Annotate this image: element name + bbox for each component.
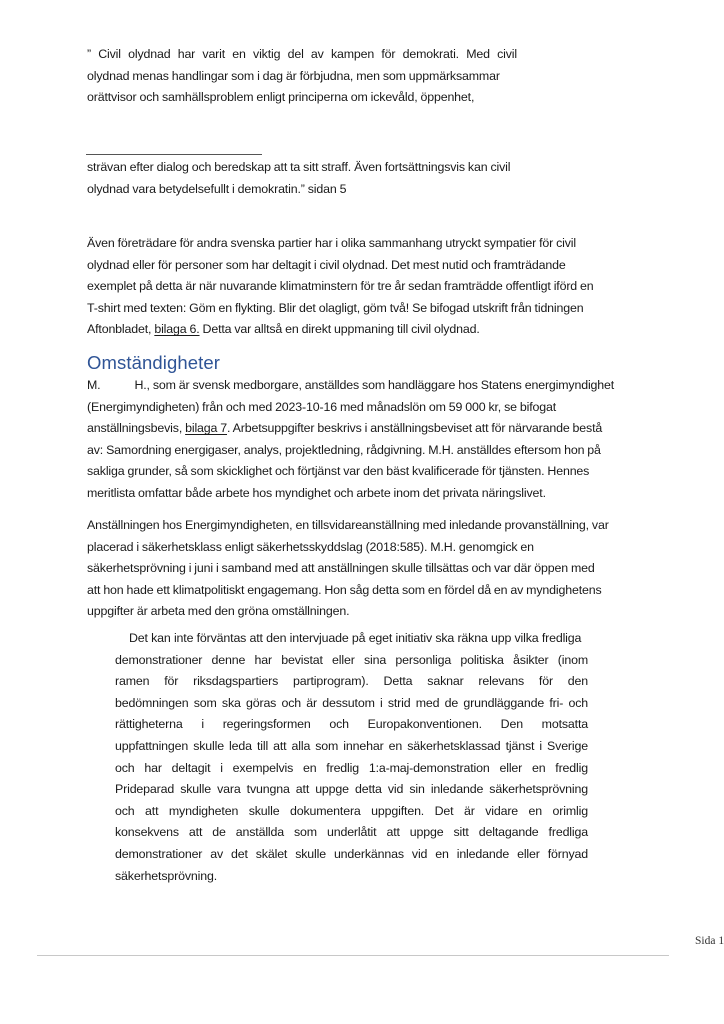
text-line: konsekvens att de anställda som underlåtit att uppge sitt deltagande fredliga — [115, 825, 588, 840]
indented-block-quote — [115, 628, 588, 887]
text-line: Även företrädare för andra svenska partier har i olika sammanhang utryckt sympatier för civil — [87, 236, 577, 250]
text-line: rättigheterna i regeringsformen och Europakonventionen. Den motsatta — [115, 717, 588, 732]
text-line: säkerhetsprövning. — [115, 868, 217, 883]
text-line: olydnad menas handlingar som i dag är förbjudna, men som uppmärksammar — [87, 68, 500, 83]
parties-paragraph — [87, 233, 594, 341]
text-line: demonstrationer av det skälet skulle underkännas vid en inledande eller förnyad — [115, 846, 588, 861]
text-line — [87, 375, 614, 397]
text-line: olydnad vara betydelsefullt i demokratin.” sidan 5 — [87, 181, 347, 196]
text-line — [87, 418, 614, 440]
text-line: demonstrationer denne har bevistat eller sina personliga politiska åsikter (inom — [115, 652, 588, 667]
text-line — [87, 319, 594, 341]
employment-paragraph — [87, 515, 609, 623]
text-line: Prideparad skulle vara tvungna att uppge detta vid sin inledande säkerhetsprövning — [115, 782, 588, 797]
text-line: strävan efter dialog och beredskap att ta sitt straff. Även fortsättningsvis kan civil — [87, 160, 511, 174]
text-line: av: Samordning energigaser, analys, projektledning, rådgivning. M.H. anställdes eftersom hon på — [87, 442, 601, 457]
text-line: (Energimyndigheten) från och med 2023-10-16 med månadslön om 59 000 kr, se bifogat — [87, 399, 556, 414]
text-line: sakliga grunder, så som skicklighet och förtjänst var den bäst kvalificerade för tjänsten. Hennes — [87, 464, 590, 479]
text-line: olydnad eller för personer som har deltagit i civil olydnad. Det mest nutid och framträdande — [87, 257, 566, 272]
text-line: placerad i säkerhetsklass enligt säkerhetsskyddslag (2018:585). M.H. genomgick en — [87, 539, 534, 554]
text-line: ramen för riksdagspartiers partiprogram). Detta saknar relevans för den — [115, 674, 588, 689]
text-fragment: Aftonbladet, — [87, 322, 155, 337]
quote-continuation-paragraph — [87, 157, 510, 200]
text-line: uppfattningen skulle leda till att alla som innehar en säkerhetsklassad tjänst i Sverige — [115, 738, 588, 753]
text-line: exemplet på detta är när nuvarande klimatminstern för tre år sedan framträdde offentligt iförd en — [87, 279, 594, 294]
quote-opening-paragraph — [87, 44, 517, 109]
attachment-link-bilaga-6[interactable]: bilaga 6. — [154, 322, 200, 337]
text-line: ” Civil olydnad har varit en viktig del av kampen för demokrati. Med civil — [87, 47, 517, 61]
page-number: Sida 1 — [695, 935, 724, 947]
section-heading: Omständigheter — [87, 352, 221, 373]
text-line: att hon hade ett klimatpolitiskt engagemang. Hon såg detta som en fördel då en av myndighetens — [87, 582, 602, 597]
footnote-separator — [86, 154, 262, 155]
text-line: Det kan inte förväntas att den intervjuade på eget initiativ ska räkna upp vilka fredliga — [129, 631, 582, 645]
text-line: orättvisor och samhällsproblem enligt principerna om ickevåld, öppenhet, — [87, 90, 475, 105]
text-line: säkerhetsprövning i juni i samband med att anställningen skulle tillsättas och var där öppen med — [87, 561, 595, 576]
text-line: meritlista omfattar både arbete hos myndighet och arbete inom det privata näringslivet. — [87, 485, 546, 500]
footer-rule — [37, 955, 669, 956]
circumstances-paragraph — [87, 375, 614, 505]
text-line: uppgifter är arbeta med den gröna omställningen. — [87, 604, 350, 619]
attachment-link-bilaga-7[interactable]: bilaga 7 — [185, 421, 228, 436]
text-fragment: H., som är svensk medborgare, anställdes som handläggare hos Statens energimyndighet — [134, 378, 615, 392]
text-line: och har deltagit i exempelvis en fredlig 1:a-maj-demonstration eller en fredlig — [115, 760, 588, 775]
text-line: T-shirt med texten: Göm en flykting. Blir det olagligt, göm två! Se bifogad utskrift från tidningen — [87, 300, 584, 315]
text-line: bedömningen som ska göras och är dessutom i strid med de grundläggande fri- och — [115, 695, 588, 710]
text-fragment: . Arbetsuppgifter beskrivs i anställningsbeviset att för närvarande bestå — [227, 421, 603, 436]
text-line: Anställningen hos Energimyndigheten, en tillsvidareanställning med inledande provanställning, var — [87, 518, 609, 532]
text-line: och att myndigheten skulle dokumentera uppgiften. Det är vidare en orimlig — [115, 803, 588, 818]
text-fragment: anställningsbevis, — [87, 421, 186, 436]
text-fragment: M. — [87, 378, 101, 392]
text-fragment: Detta var alltså en direkt uppmaning till civil olydnad. — [199, 322, 480, 337]
